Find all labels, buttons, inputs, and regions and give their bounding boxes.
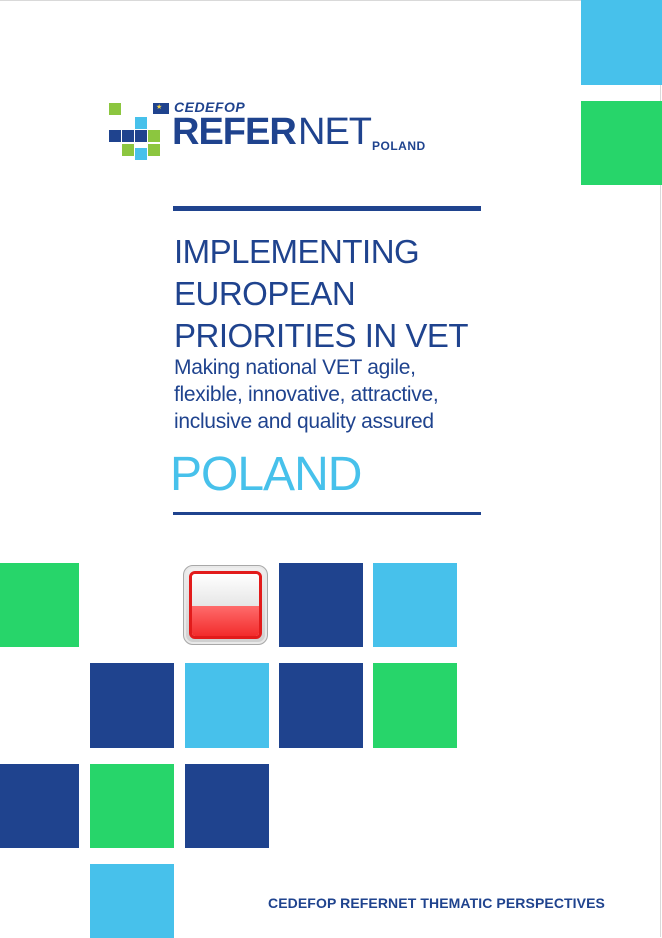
decor-square-navy bbox=[90, 663, 174, 748]
decor-square-cyan bbox=[185, 663, 269, 748]
logo-pixel bbox=[148, 130, 160, 142]
decor-square-navy bbox=[279, 563, 363, 647]
series-footer: CEDEFOP REFERNET THEMATIC PERSPECTIVES bbox=[268, 895, 605, 911]
logo-pixel bbox=[122, 144, 134, 156]
logo-pixel bbox=[109, 130, 121, 142]
decor-square-cyan bbox=[373, 563, 457, 647]
decor-square-cyan bbox=[581, 0, 662, 85]
refernet-wordmark-light: NET bbox=[298, 111, 371, 153]
title-line: IMPLEMENTING bbox=[174, 233, 420, 270]
decor-square-green bbox=[373, 663, 457, 748]
logo-pixel bbox=[135, 117, 147, 129]
decor-square-navy bbox=[0, 764, 79, 848]
decor-square-navy bbox=[185, 764, 269, 848]
cedefop-wordmark: CEDEFOP bbox=[174, 99, 246, 115]
logo-pixel bbox=[109, 103, 121, 115]
subtitle-line: inclusive and quality assured bbox=[174, 410, 434, 433]
decor-square-green bbox=[581, 101, 662, 185]
decor-square-green bbox=[0, 563, 79, 647]
logo-pixel bbox=[135, 148, 147, 160]
logo-pixel bbox=[122, 130, 134, 142]
country-name: POLAND bbox=[170, 448, 362, 501]
refernet-wordmark-bold: REFER bbox=[172, 111, 296, 153]
decor-square-navy bbox=[279, 663, 363, 748]
title-line: EUROPEAN bbox=[174, 275, 356, 312]
decor-square-green bbox=[90, 764, 174, 848]
logo-country: POLAND bbox=[372, 139, 426, 153]
poland-flag-icon bbox=[183, 565, 268, 645]
subtitle-line: Making national VET agile, bbox=[174, 356, 416, 379]
decor-square-cyan bbox=[90, 864, 174, 938]
logo-pixel bbox=[148, 144, 160, 156]
eu-flag-icon: ★ bbox=[153, 103, 169, 114]
report-subtitle bbox=[174, 354, 504, 435]
refernet-logo bbox=[108, 100, 448, 165]
report-title bbox=[174, 231, 514, 357]
bottom-rule bbox=[173, 512, 481, 515]
title-line: PRIORITIES IN VET bbox=[174, 317, 469, 354]
subtitle-line: flexible, innovative, attractive, bbox=[174, 383, 439, 406]
logo-pixel bbox=[135, 130, 147, 142]
top-rule bbox=[173, 206, 481, 211]
